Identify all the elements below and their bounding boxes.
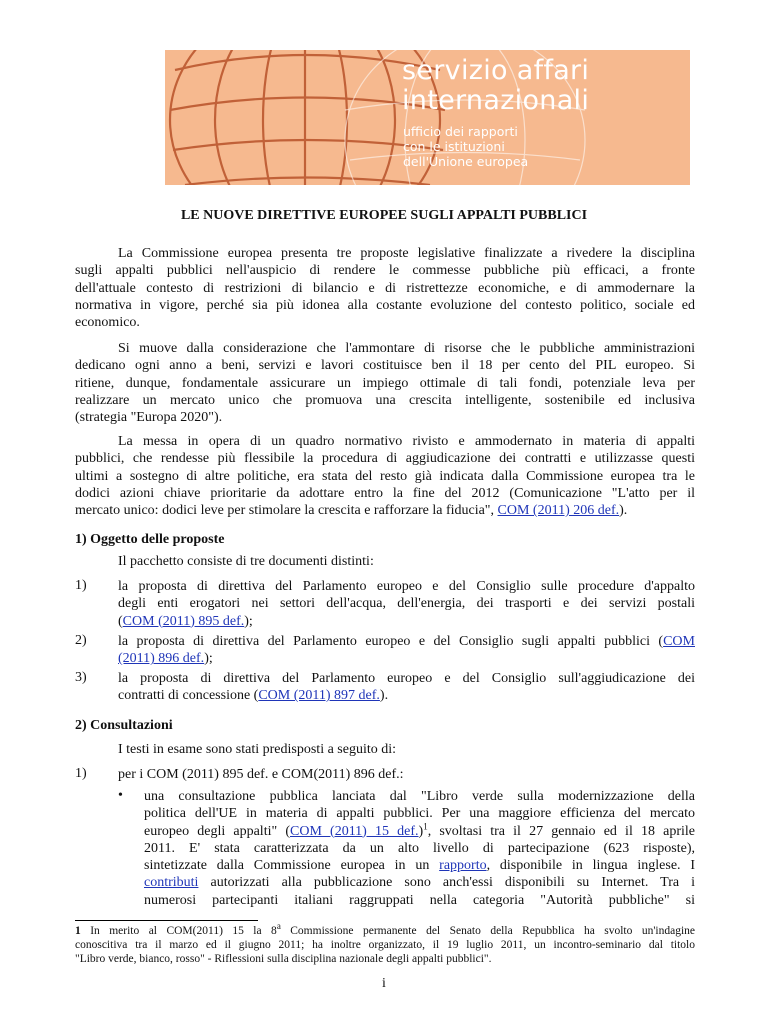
- list-line: [118, 613, 695, 630]
- list-item: [118, 766, 695, 783]
- section-heading-1: 1) Oggetto delle proposte: [75, 532, 225, 547]
- list-number: 1): [75, 578, 87, 593]
- paragraph-line: normativa in vigore, perché sia più idonea alla costante evoluzione del contesto politico, sociale ed: [75, 297, 695, 313]
- list-number: 3): [75, 670, 87, 685]
- paragraph-line: La Commissione europea presenta tre proposte legislative finalizzate a rivedere la disciplina: [118, 246, 695, 261]
- header-banner: [165, 50, 690, 185]
- paragraph-text: ).: [619, 503, 628, 519]
- section1-intro: [75, 553, 695, 570]
- footnote-line: [75, 921, 695, 939]
- page-number: i: [382, 976, 386, 991]
- bullet-line: [144, 874, 695, 891]
- banner-subtitle-line2: con le istituzioni: [403, 139, 505, 154]
- banner-subtitle-line1: ufficio dei rapporti: [403, 124, 518, 139]
- section2-intro: [75, 741, 695, 758]
- banner-subtitle-line3: dell'Unione europea: [403, 154, 529, 169]
- bullet-line: politica dell'UE in materia di appalti pubblici. Per una maggiore efficienza del mercato: [144, 806, 695, 822]
- paragraph-3: [75, 433, 695, 519]
- bullet-text: autorizzati alla pubblicazione sono anch'essi disponibili su Internet. Tra i: [198, 875, 695, 891]
- bullet-line: [144, 857, 695, 874]
- footnote-divider: [75, 920, 258, 921]
- footnote-text: Commissione permanente del Senato della Repubblica ha svolto un'indagine: [280, 925, 695, 937]
- paragraph-line: [75, 502, 695, 519]
- paragraph-line: dell'attuale contesto di restrizioni di bilancio e di ristrettezze economiche, e di ammodernare la: [75, 280, 695, 296]
- paragraph-line: ultimi a sostegno di altre politiche, era stata del resto già indicata dalla Commissione europea tra le: [75, 468, 695, 484]
- list-item: [118, 578, 695, 630]
- com-2011-15-link[interactable]: COM (2011) 15 def.: [290, 823, 419, 839]
- list-line: degli enti erogatori nei settori dell'acqua, dell'energia, dei trasporti e dei servizi postali: [118, 596, 695, 612]
- com-2011-896-link[interactable]: COM: [663, 634, 695, 649]
- paragraph-line: dodici azioni chiave prioritarie da adottare entro la fine del 2012 (Comunicazione "L'atto per il: [75, 485, 695, 501]
- list-line: la proposta di direttiva del Parlamento europeo e del Consiglio sull'aggiudicazione dei: [118, 671, 695, 686]
- contributi-link[interactable]: contributi: [144, 875, 199, 891]
- list-line: [118, 633, 695, 650]
- paragraph-text: mercato unico: dodici leve per stimolare la crescita e rafforzare la fiducia",: [75, 503, 498, 519]
- paragraph-line: realizzare un mercato unico che promuova una crescita intelligente, sostenibile ed inclusiva: [75, 392, 695, 408]
- bullet-line: [144, 820, 695, 840]
- paragraph-line: Il pacchetto consiste di tre documenti distinti:: [118, 554, 374, 569]
- paragraph-line: sugli appalti pubblici nell'auspicio di rendere le commesse pubbliche più efficaci, a fronte: [75, 263, 695, 279]
- list-text: ).: [379, 688, 389, 704]
- paragraph-line: economico.: [75, 315, 140, 331]
- paragraph-2: [75, 340, 695, 426]
- list-line: la proposta di direttiva del Parlamento europeo e del Consiglio sulle procedure d'appalto: [118, 579, 695, 594]
- paragraph-line: (strategia "Europa 2020").: [75, 410, 223, 426]
- list-item: [118, 633, 695, 668]
- bullet-line: numerosi partecipanti italiani raggruppati nella categoria "Autorità pubbliche" si: [144, 892, 695, 908]
- footnote: [75, 921, 695, 966]
- com-2011-206-link[interactable]: COM (2011) 206 def.: [497, 503, 620, 519]
- bullet-item: [144, 788, 695, 909]
- footnote-line: conoscitiva tra il marzo ed il giugno 2011; ha inoltre organizzato, il 19 luglio 2011, un incontro-seminario dal titolo: [75, 938, 695, 951]
- list-line: [118, 687, 695, 704]
- list-text: );: [244, 613, 253, 629]
- paragraph-line: ritiene, dunque, fondamentale assicurare un impiego ottimale di tali fondi, potenziale leva per: [75, 375, 695, 391]
- document-title: LE NUOVE DIRETTIVE EUROPEE SUGLI APPALTI PUBBLICI: [180, 208, 588, 223]
- list-number: 2): [75, 633, 87, 648]
- footnote-ref[interactable]: 1: [423, 820, 428, 831]
- paragraph-line: Si muove dalla considerazione che l'ammontare di risorse che le pubbliche amministrazioni: [118, 341, 695, 356]
- list-number: 1): [75, 766, 87, 781]
- list-text: la proposta di direttiva del Parlamento europeo e del Consiglio sugli appalti pubblici (: [118, 634, 664, 649]
- bullet-text: , svoltasi tra il 27 gennaio ed il 18 aprile: [427, 823, 695, 839]
- footnote-line: "Libro verde, bianco, rosso" - Riflessioni sulla disciplina nazionale degli appalti pubblici".: [75, 952, 492, 965]
- banner-title-line1: servizio affari: [402, 55, 590, 86]
- list-text: (: [118, 613, 123, 629]
- bullet-line: 2011. E' stata caratterizzata da un alto livello di partecipazione (623 risposte),: [144, 840, 695, 856]
- list-text: );: [204, 651, 213, 667]
- paragraph-line: I testi in esame sono stati predisposti a seguito di:: [118, 742, 397, 757]
- footnote-sup: a: [276, 921, 281, 932]
- bullet-text: europeo degli appalti" (: [144, 823, 290, 839]
- bullet-text: , disponibile in lingua inglese. I: [486, 858, 695, 874]
- com-2011-897-link[interactable]: COM (2011) 897 def.: [258, 688, 380, 704]
- list-item: [118, 670, 695, 705]
- paragraph-line: dedicano ogni anno a beni, servizi e lavori costituisce ben il 18 per cento del PIL europeo. Si: [75, 358, 695, 374]
- paragraph-line: pubblici, che rendesse più flessibile la procedura di aggiudicazione dei contratti e utilizzasse questi: [75, 451, 695, 467]
- com-2011-896-link[interactable]: (2011) 896 def.: [118, 651, 205, 667]
- section-heading-2: 2) Consultazioni: [75, 718, 173, 733]
- list-text: contratti di concessione (: [118, 688, 259, 704]
- bullet-text: sintetizzate dalla Commissione europea in un: [144, 858, 440, 874]
- com-2011-895-link[interactable]: COM (2011) 895 def.: [122, 613, 245, 629]
- list-line: [118, 650, 695, 667]
- footnote-marker: 1: [75, 925, 81, 937]
- footnote-text: In merito al COM(2011) 15 la 8: [80, 925, 277, 937]
- bullet-icon: •: [118, 788, 123, 803]
- banner-title-line2: internazionali: [402, 85, 590, 116]
- rapporto-link[interactable]: rapporto: [439, 858, 487, 874]
- paragraph-1: [75, 245, 695, 331]
- bullet-text: ): [418, 823, 424, 839]
- list-line: per i COM (2011) 895 def. e COM(2011) 896 def.:: [118, 767, 404, 782]
- paragraph-line: La messa in opera di un quadro normativo rivisto e ammodernato in materia di appalti: [118, 434, 695, 449]
- bullet-line: una consultazione pubblica lanciata dal "Libro verde sulla modernizzazione della: [144, 789, 695, 804]
